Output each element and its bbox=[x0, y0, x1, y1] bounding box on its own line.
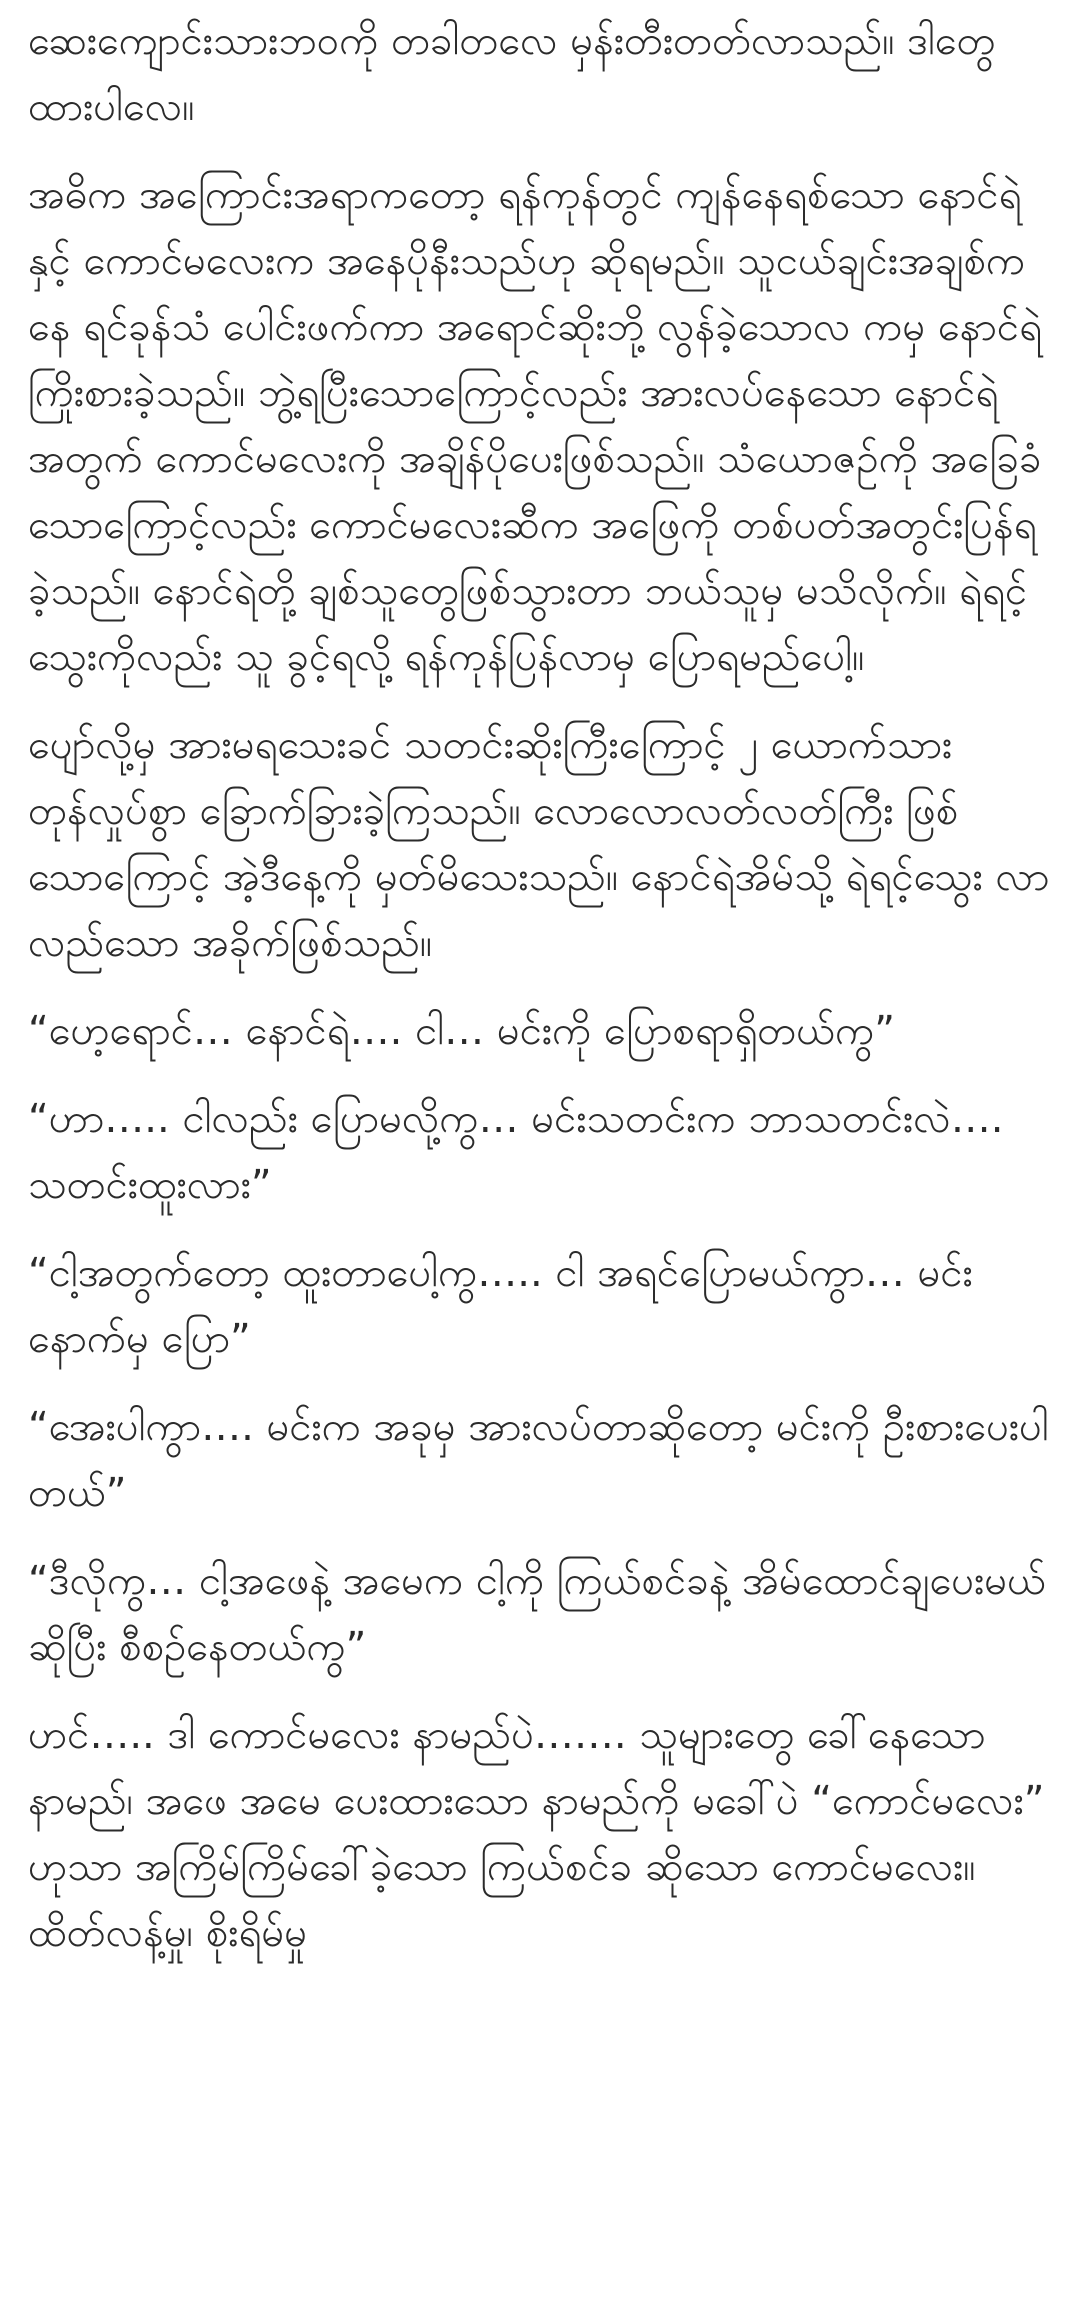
dialogue-line: “ဟာ….. ငါလည်း ပြောမလို့ကွ… မင်းသတင်းက ဘာသတင်းလဲ…. သတင်းထူးလား” bbox=[28, 1096, 1004, 1208]
paragraph: ဆေးကျောင်းသားဘဝကို တခါတလေ မှန်းတီးတတ်လာသည်။ ဒါတွေထားပါလေ။ bbox=[28, 18, 996, 130]
paragraph: ဟင်….. ဒါ ကောင်မလေး နာမည်ပဲ……. သူများတွေ ခေါ်နေသော နာမည်၊ အဖေ အမေ ပေးထားသော နာမည်ကို မခေါ်ပဲ “ကောင်မလေး” ဟုသာ အကြိမ်ကြိမ်ခေါ်ခဲ့သော ကြယ်စင်ခ ဆိုသော ကောင်မလေး။ ထိတ်လန့်မှု၊ စိုးရိမ်မှု bbox=[28, 1712, 1045, 1956]
paragraph: ပျော်လို့မှ အားမရသေးခင် သတင်းဆိုးကြီးကြောင့် ၂ ယောက်သား တုန်လှုပ်စွာ ခြောက်ခြားခဲ့ကြသည်။ လောလောလတ်လတ်ကြီး ဖြစ်သောကြောင့် အဲ့ဒီနေ့ကို မှတ်မိသေးသည်။ နောင်ရဲအိမ်သို့ ရဲရင့်သွေး လာလည်သော အခိုက်ဖြစ်သည်။ bbox=[28, 722, 1050, 966]
dialogue-line: “ဒီလိုကွ… ငါ့အဖေနဲ့ အမေက ငါ့ကို ကြယ်စင်ခနဲ့ အိမ်ထောင်ချပေးမယ်ဆိုပြီး စီစဉ်နေတယ်ကွ” bbox=[28, 1558, 1046, 1670]
dialogue-line: “ငါ့အတွက်တော့ ထူးတာပေါ့ကွ….. ငါ အရင်ပြောမယ်ကွာ… မင်းနောက်မှ ပြော” bbox=[28, 1250, 973, 1362]
dialogue-line: “ဟေ့ရောင်… နောင်ရဲ…. ငါ… မင်းကို ပြောစရာရှိတယ်ကွ” bbox=[28, 1008, 895, 1054]
paragraph: အဓိက အကြောင်းအရာကတော့ ရန်ကုန်တွင် ကျန်နေရစ်သော နောင်ရဲနှင့် ကောင်မလေးက အနေပိုနီးသည်ဟု ဆိုရမည်။ သူငယ်ချင်းအချစ်ကနေ ရင်ခုန်သံ ပေါင်းဖက်ကာ အရောင်ဆိုးဘို့ လွန်ခဲ့သောလ ကမှ နောင်ရဲ ကြိုးစားခဲ့သည်။ ဘွဲ့ရပြီးသောကြောင့်လည်း အားလပ်နေသော နောင်ရဲအတွက် ကောင်မလေးကို အချိန်ပိုပေးဖြစ်သည်။ သံယောဇဉ်ကို အခြေခံသောကြောင့်လည်း ကောင်မလေးဆီက အဖြေကို တစ်ပတ်အတွင်းပြန်ရခဲ့သည်။ နောင်ရဲတို့ ချစ်သူတွေဖြစ်သွားတာ ဘယ်သူမှ မသိလိုက်။ ရဲရင့်သွေးကိုလည်း သူ ခွင့်ရလို့ ရန်ကုန်ပြန်လာမှ ပြောရမည်ပေါ့။ bbox=[28, 172, 1042, 680]
dialogue-line: “အေးပါကွာ…. မင်းက အခုမှ အားလပ်တာဆိုတော့ မင်းကို ဦးစားပေးပါတယ်” bbox=[28, 1404, 1049, 1516]
